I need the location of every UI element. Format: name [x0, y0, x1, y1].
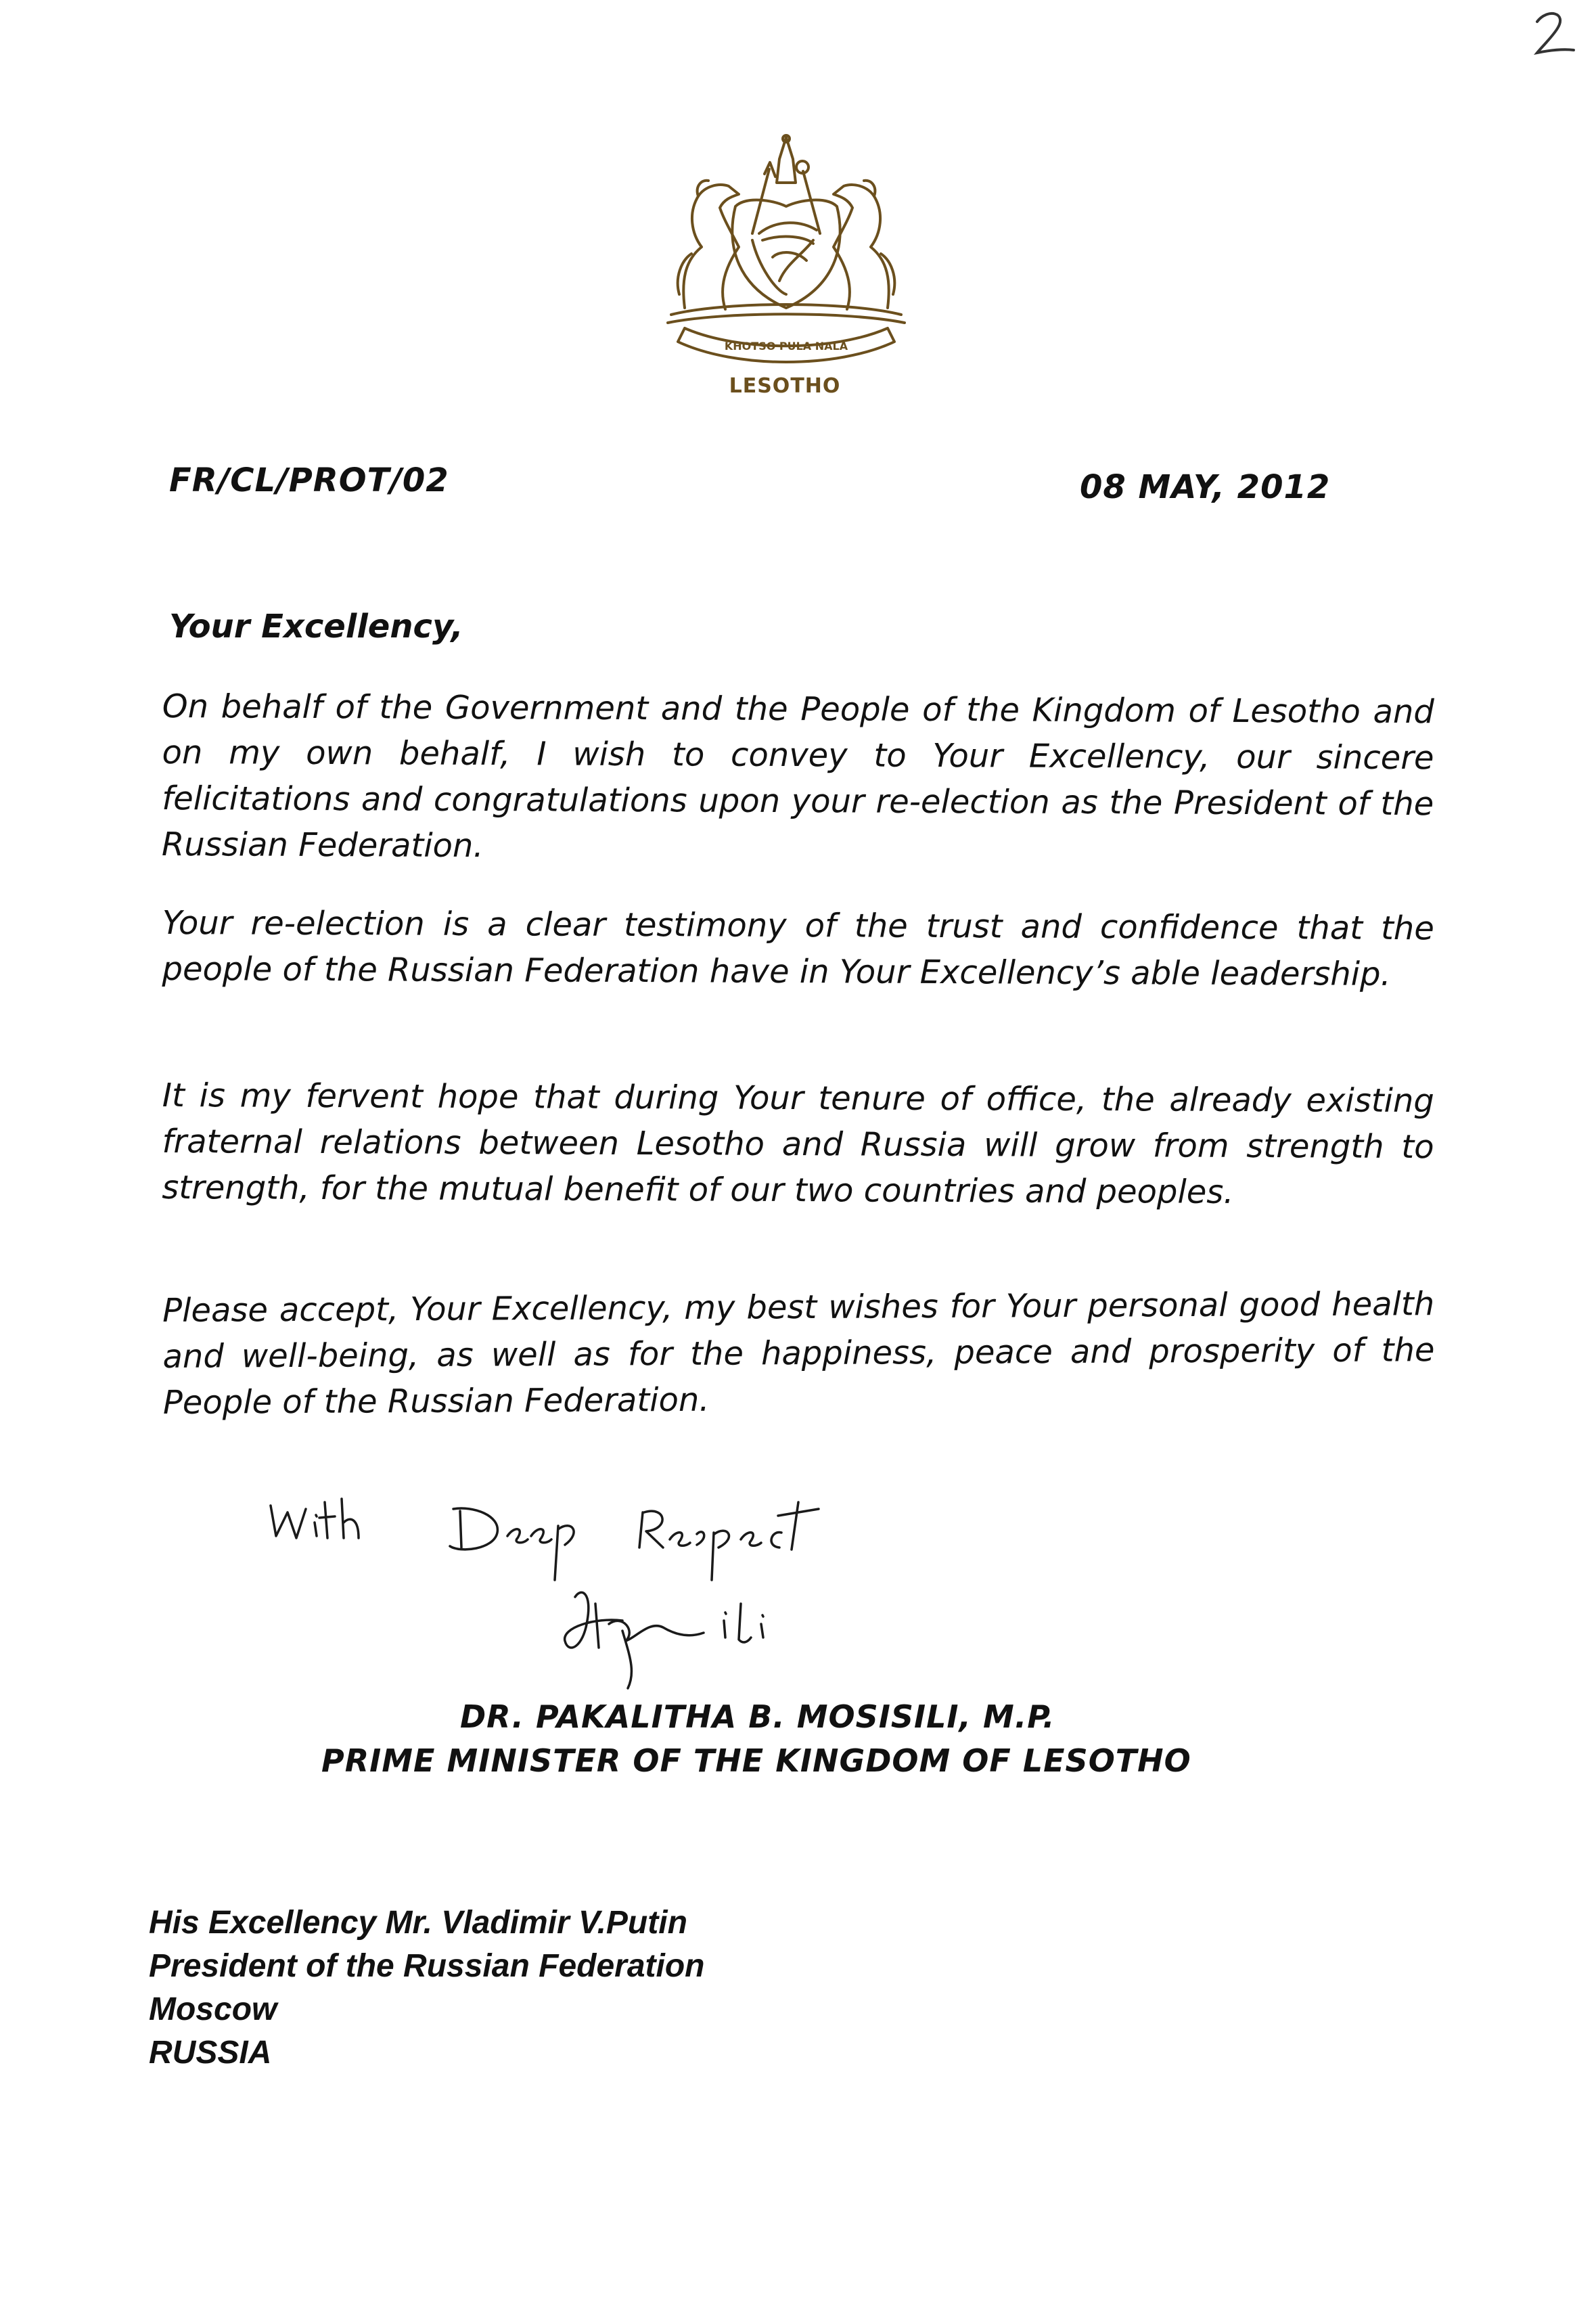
- signatory-title: PRIME MINISTER OF THE KINGDOM OF LESOTHO: [321, 1742, 1191, 1779]
- handwritten-closing-and-signature: [257, 1485, 967, 1695]
- lesotho-coat-of-arms-icon: [644, 132, 928, 376]
- body-paragraph: Please accept, Your Excellency, my best wishes for Your personal good health and well-being, as well as for the happiness, peace and prosperity of the People of the Russian Federation.: [162, 1285, 1435, 1422]
- body-paragraph: It is my fervent hope that during Your tenure of office, the already existing fraternal relations between Lesotho and Russia will grow from strength to strength, for the mutual benefit of our two countries and peoples.: [162, 1077, 1434, 1211]
- recipient-position: President of the Russian Federation: [149, 1948, 705, 1984]
- signatory-name: DR. PAKALITHA B. MOSISILI, M.P.: [460, 1698, 1055, 1735]
- emblem-motto: KHOTSO PULA NALA: [724, 340, 848, 353]
- recipient-city: Moscow: [149, 1991, 277, 2027]
- recipient-country: RUSSIA: [149, 2035, 272, 2071]
- recipient-name: His Excellency Mr. Vladimir V.Putin: [149, 1905, 687, 1941]
- letterhead-country: LESOTHO: [729, 374, 841, 398]
- letter-date: 08 MAY, 2012: [1080, 468, 1331, 506]
- body-paragraph: Your re-election is a clear testimony of the trust and confidence that the people of the Russian Federation have in Your Excellency’s able leadership.: [162, 904, 1434, 993]
- handwritten-page-number: [1530, 7, 1578, 61]
- salutation: Your Excellency,: [169, 608, 463, 646]
- recipient-address-block: [149, 1901, 704, 2075]
- reference-number: FR/CL/PROT/02: [169, 461, 449, 499]
- body-paragraph: On behalf of the Government and the People of the Kingdom of Lesotho and on my own behalf, I wish to convey to Your Excellency, our sincere felicitations and congratulations upon your re-election as the President of the Russian Federation.: [161, 687, 1434, 865]
